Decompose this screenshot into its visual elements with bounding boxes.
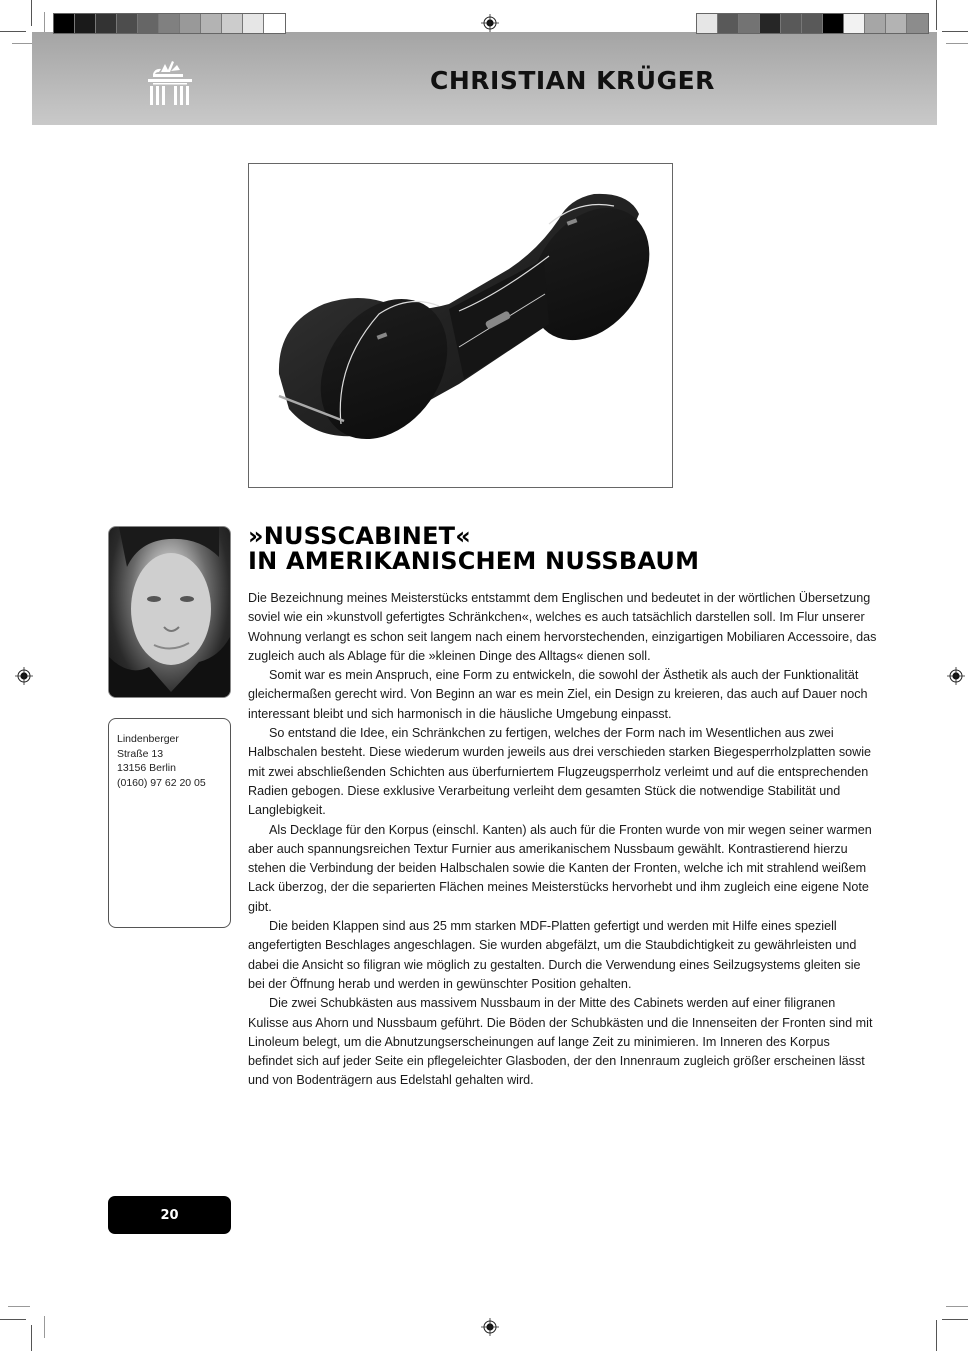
article-title-line2: IN AMERIKANISCHEM NUSSBAUM: [248, 547, 700, 575]
registration-target-icon: [15, 667, 33, 685]
color-swatch: [886, 14, 907, 33]
color-swatch: [760, 14, 781, 33]
color-swatch: [823, 14, 844, 33]
color-swatch: [117, 14, 138, 33]
crop-mark: [44, 1316, 45, 1338]
contact-address-box: [108, 718, 231, 928]
color-swatch: [802, 14, 823, 33]
crop-mark: [8, 1306, 30, 1307]
article-paragraph: Die Bezeichnung meines Meisterstücks entstammt dem Englischen und bedeutet in der wörtlichen Übersetzung soviel wie ein »kunstvoll gefertigtes Schränkchen«, welches es auch tatsächlich darstellen soll. Im Flur unserer Wohnung verlangt es schon seit langem nach einem hervorstechenden, einzigartigen Mobiliaren Accessoire, das zugleich auch als Ablage für die »kleinen Dinge des Alltags« dienen soll.: [248, 591, 877, 663]
crop-mark: [936, 0, 937, 30]
crop-mark: [12, 43, 34, 44]
article-body: [248, 589, 878, 1091]
article-paragraph: So entstand die Idee, ein Schränkchen zu fertigen, welches der Form nach im Wesentlichen aus zwei Halbschalen besteht. Diese wiederum wurden jeweils aus drei verschieden starken Biegesperrholzplatten sowie mit zwei abschließenden Schichten aus überfurniertem Flugzeugsperrholz verleimt und auf die entsprechenden Radien gebogen. Diese exklusive Verarbeitung verleiht dem gesamten Stück die notwendige Stabilität und Langlebigkeit.: [248, 726, 872, 818]
registration-target-icon: [947, 667, 965, 685]
color-swatch: [201, 14, 222, 33]
header-title: CHRISTIAN KRÜGER: [430, 66, 715, 95]
color-calibration-strip-left: [53, 13, 286, 34]
page-number: 20: [160, 1207, 179, 1223]
article-paragraph: Die zwei Schubkästen aus massivem Nussbaum in der Mitte des Cabinets werden auf einer filigranen Kulisse aus Ahorn und Nussbaum geführt. Die Böden der Schubkästen und die Innenseiten der Fronten sind mit Linoleum belegt, um die Abnutzungserscheinungen auf lange Zeit zu minimieren. Im Inneren des Korpus befindet sich auf jeder Seite ein pflegeleichter Glasboden, der den Innenraum zugleich größer erscheinen lässt und von Bodenträgern aus Edelstahl gehalten wird.: [248, 996, 873, 1088]
article-title-line1: »NUSSCABINET«: [248, 522, 471, 550]
color-swatch: [138, 14, 159, 33]
article-paragraph: Somit war es mein Anspruch, eine Form zu entwickeln, die sowohl der Ästhetik als auch der Funktionalität gleichermaßen gerecht wird. Von Beginn an war es mein Ziel, ein Design zu kreieren, das auch auf Dauer noch interessant bleibt und sich harmonisch in die häusliche Umgebung einpasst.: [248, 668, 868, 721]
page-number-badge: [108, 1196, 231, 1234]
color-swatch: [907, 14, 928, 33]
article-paragraph: Als Decklage für den Korpus (einschl. Kanten) als auch für die Fronten wurde von mir wegen seiner warmen aber auch spannungsreichen Textur Furnier aus amerikanischem Nussbaum gewählt. Kontrastierend hierzu stehen die Verbindung der beiden Halbschalen sowie die Kanten der Fronten, welche ich mit strahlend weißem Lack überzog, der die separierten Flächen meines Meisterstücks hervorhebt und ihm zugleich eine eigene Note gibt.: [248, 822, 872, 914]
author-portrait: [108, 526, 231, 698]
color-swatch: [180, 14, 201, 33]
product-image: [248, 163, 673, 488]
contact-street-number: Straße 13: [117, 747, 164, 760]
color-swatch: [96, 14, 117, 33]
contact-street: Lindenberger: [117, 733, 179, 745]
crop-mark: [946, 1306, 968, 1307]
color-swatch: [264, 14, 285, 33]
crop-mark: [31, 1325, 32, 1351]
crop-mark: [942, 1319, 968, 1320]
cabinet-rendering: [249, 164, 672, 487]
color-swatch: [159, 14, 180, 33]
article-title: [248, 524, 888, 574]
crop-mark: [0, 31, 26, 32]
crop-mark: [942, 31, 968, 32]
color-swatch: [739, 14, 760, 33]
crop-mark: [44, 12, 45, 34]
color-swatch: [54, 14, 75, 33]
contact-city: 13156 Berlin: [117, 762, 176, 774]
color-swatch: [781, 14, 802, 33]
color-swatch: [865, 14, 886, 33]
article-paragraph: Die beiden Klappen sind aus 25 mm starken MDF-Platten gefertigt und werden mit Hilfe eines speziell angefertigten Beschlages angeschlagen. Sie wurden abgefälzt, um die Staubdichtigkeit zu gewährleisten und dabei die Ansicht so filigran wie möglich zu gestalten. Durch die Verwendung eines Seilzugsystems gleiten sie bei der Öffnung herab und werden in gewünschter Position gehalten.: [248, 919, 861, 991]
crop-mark: [936, 1320, 937, 1351]
color-swatch: [243, 14, 264, 33]
contact-phone: (0160) 97 62 20 05: [117, 776, 206, 789]
registration-target-icon: [481, 14, 499, 32]
color-swatch: [844, 14, 865, 33]
crop-mark: [946, 43, 968, 44]
crop-mark: [0, 1319, 26, 1320]
brandenburg-gate-plane-icon: [145, 58, 195, 108]
color-swatch: [222, 14, 243, 33]
color-swatch: [697, 14, 718, 33]
color-calibration-strip-right: [696, 13, 929, 34]
color-swatch: [75, 14, 96, 33]
registration-target-icon: [481, 1318, 499, 1336]
crop-mark: [31, 0, 32, 26]
color-swatch: [718, 14, 739, 33]
